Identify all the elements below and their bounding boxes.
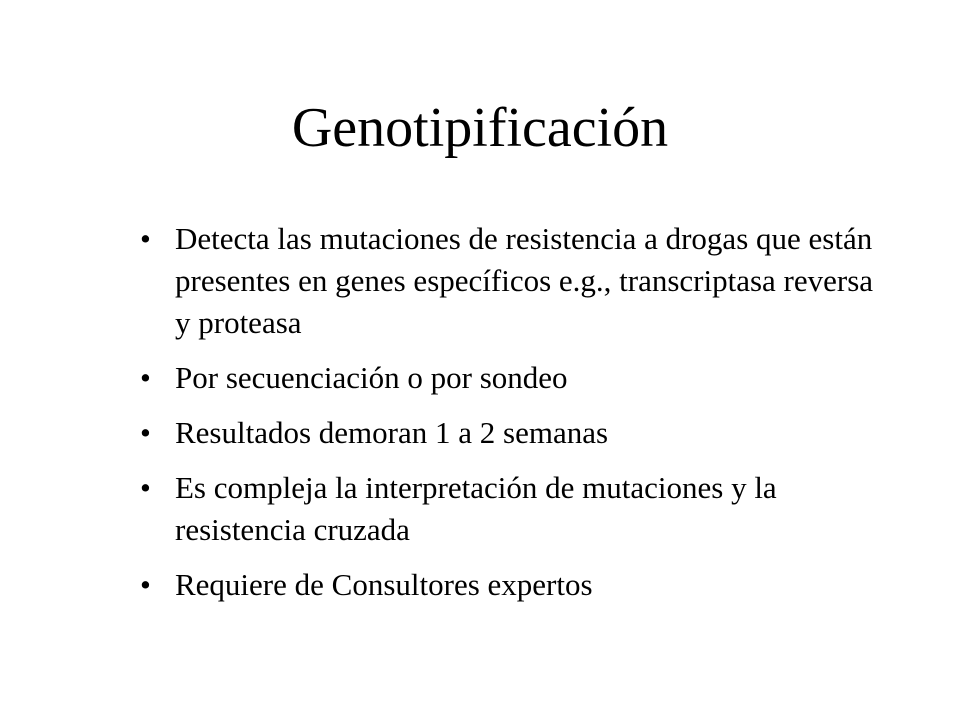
bullet-item	[140, 218, 880, 344]
bullet-text: Detecta las mutaciones de resistencia a drogas que están presentes en genes específicos e.g., transcriptasa reversa y proteasa	[175, 221, 874, 340]
bullet-icon: •	[140, 415, 151, 450]
bullet-text: Es compleja la interpretación de mutaciones y la resistencia cruzada	[175, 470, 777, 547]
bullet-item	[140, 467, 880, 551]
bullet-item	[140, 412, 880, 454]
bullet-text: Por secuenciación o por sondeo	[175, 360, 568, 395]
bullet-icon: •	[140, 470, 151, 505]
bullet-icon: •	[140, 360, 151, 395]
bullet-icon: •	[140, 221, 151, 256]
bullet-text: Resultados demoran 1 a 2 semanas	[175, 415, 609, 450]
slide-title: Genotipificación	[291, 97, 669, 159]
bullet-item	[140, 564, 880, 606]
bullet-icon: •	[140, 567, 151, 602]
bullet-text: Requiere de Consultores expertos	[175, 567, 593, 602]
bullet-list	[140, 218, 880, 619]
bullet-item	[140, 357, 880, 399]
